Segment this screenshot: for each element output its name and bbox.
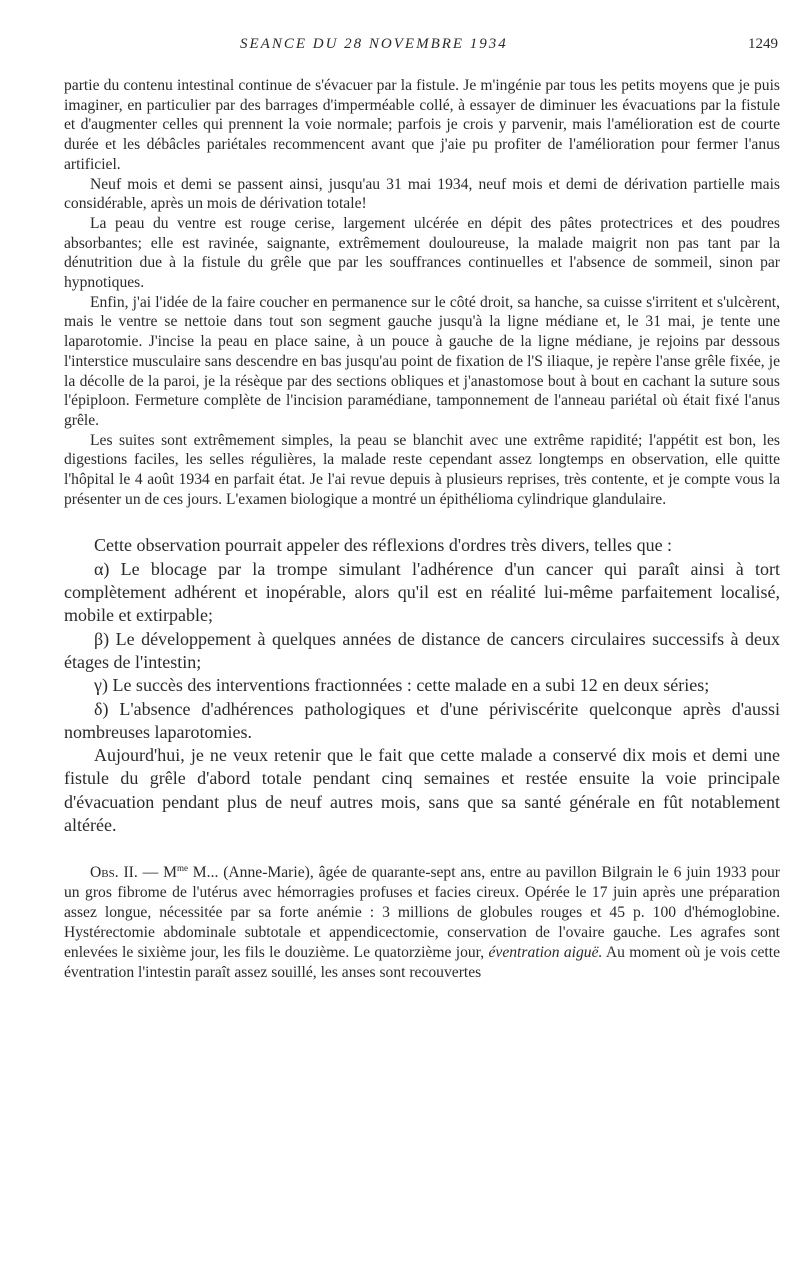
document-page xyxy=(64,0,780,983)
patient-title-superscript: me xyxy=(176,863,188,874)
observation-body: M... (Anne-Marie), âgée de quarante-sept ans, entre au pavillon Bilgrain le 6 juin 1933 pour un gros fibrome de l'utérus avec hémorragies profuses et facies cireux. Opérée le 17 juin après une préparation assez longue, nécessitée par sa forte anémie : 3 millions de globules rouges et 45 p. 100 d'hémoglobine. Hystérectomie abdominale subtotale et appendicectomie, conservation de l'ovaire gauche. Les agrafes sont enlevées le sixième jour, les fils le douzième. Le quatorzième jour, xyxy=(64,864,780,962)
running-header xyxy=(64,36,780,64)
list-item-beta: β) Le développement à quelques années de distance de cancers circulaires successifs à deux étages de l'intestin; xyxy=(64,628,780,672)
paragraph-reflections-intro: Cette observation pourrait appeler des réflexions d'ordres très divers, telles que : xyxy=(94,535,673,556)
observation-tail: Au moment où je vois cette éventration l'intestin paraît assez souillé, les anses sont recouvertes xyxy=(64,944,780,982)
observation-paragraph xyxy=(64,863,780,983)
patient-title: M xyxy=(163,864,177,882)
observation-two xyxy=(64,863,780,983)
discussion xyxy=(64,534,780,837)
header-title: SEANCE DU 28 NOVEMBRE 1934 xyxy=(240,36,508,52)
case-narrative xyxy=(64,76,780,509)
list-item-alpha: α) Le blocage par la trompe simulant l'adhérence d'un cancer qui paraît ainsi à tort complètement adhérent et inopérable, alors qu'il est en réalité lui-même parfaitement localisé, mobile et extirpable; xyxy=(64,558,780,626)
paragraph-nine-months: Neuf mois et demi se passent ainsi, jusqu'au 31 mai 1934, neuf mois et demi de dérivation partielle mais considérable, après un mois de dérivation totale! xyxy=(64,175,780,213)
paragraph-skin-condition: La peau du ventre est rouge cerise, largement ulcérée en dépit des pâtes protectrices et des poudres absorbantes; elle est ravinée, saignante, extrêmement douloureuse, la malade maigrit non pas tant par la dénutrition due à la fistule du grêle que par les souffrances continuelles et l'absence de sommeil, sinon par hypnotiques. xyxy=(64,214,780,292)
list-item-delta: δ) L'absence d'adhérences pathologiques et d'une périviscérite quelconque après d'aussi nombreuses laparotomies. xyxy=(64,698,780,742)
list-item-gamma: γ) Le succès des interventions fractionnées : cette malade en a subi 12 en deux séries; xyxy=(94,675,710,696)
observation-emphasis: éventration aiguë. xyxy=(488,944,603,962)
paragraph-laparotomy: Enfin, j'ai l'idée de la faire coucher en permanence sur le côté droit, sa hanche, sa cuisse s'irritent et s'ulcèrent, mais le ventre se nettoie dans tout son segment gauche jusqu'à la ligne médiane et, le 31 mai, je tente une laparotomie. J'incise la peau en place saine, à un pouce à gauche de la ligne médiane, je rejoins par dessous l'interstice musculaire sans descendre en bas jusqu'au point de fixation de l'S iliaque, je repère l'anse grêle fixée, je la décolle de la paroi, je la résèque par des sections obliques et j'anastomose bout à bout en cachant la suture sous l'épiploon. Fermeture complète de l'incision paramédiane, tamponnement de l'anneau pariétal où était fixé l'anus grêle. xyxy=(64,293,780,429)
page-number: 1249 xyxy=(748,36,778,52)
paragraph-outcome: Les suites sont extrêmement simples, la peau se blanchit avec une extrême rapidité; l'appétit est bon, les digestions faciles, les selles régulières, la malade reste cependant assez longtemps en observation, elle quitte l'hôpital le 4 août 1934 en parfait état. Je l'ai revue depuis à plusieurs reprises, très contente, et je compte vous la présenter un de ces jours. L'examen biologique a montré un épithélioma cylindrique glandulaire. xyxy=(64,431,780,508)
paragraph-conclusion: Aujourd'hui, je ne veux retenir que le fait que cette malade a conservé dix mois et demi une fistule du grêle d'abord totale pendant cinq semaines et restée ensuite la voie principale d'évacuation pendant plus de neuf autres mois, sans que sa santé générale en fût notablement altérée. xyxy=(64,745,780,836)
paragraph-fistula-evacuation: partie du contenu intestinal continue de s'évacuer par la fistule. Je m'ingénie par tous les petits moyens que je puis imaginer, en particulier par des barrages d'imperméable collé, à essayer de diminuer les évacuations par la fistule et d'augmenter celles qui prennent la voie normale; parfois je crois y parvenir, mais l'amélioration est de courte durée et les débâcles pariétales recommencent avant que j'aie pu profiter de l'amélioration pour fermer l'anus artificiel. xyxy=(64,77,780,173)
observation-dash: — xyxy=(137,864,164,882)
observation-label: Obs. II. xyxy=(90,864,138,882)
